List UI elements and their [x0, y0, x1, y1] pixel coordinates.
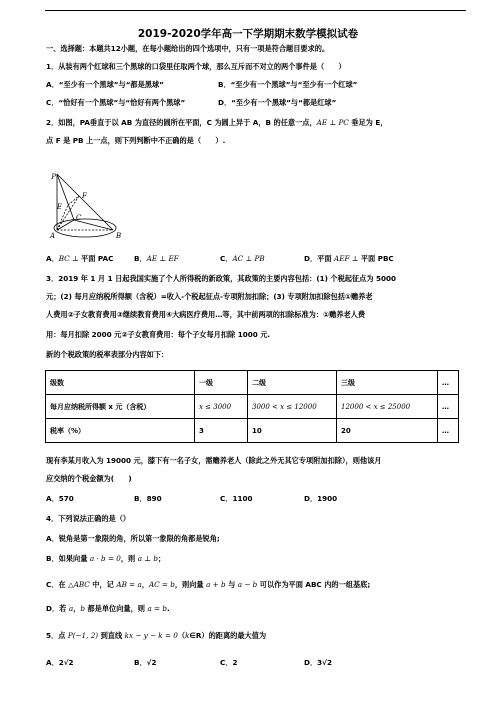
q4-c-tail: 可以作为平面 ABC 内的一组基底; [257, 580, 371, 589]
segment-ac [57, 220, 74, 230]
label-a: A [49, 232, 55, 240]
q3-stem-line3: 人费用②子女教育费用③继续教育费用④大病医疗费用…等，其中前两项的扣除标准为：①赡养老人费 [46, 310, 366, 319]
label-p: P [51, 173, 56, 181]
q3-option-b: B．890 [134, 494, 162, 503]
table-header-cell: 级数 [46, 371, 195, 395]
q2-option-d-tail: 平面 PBC [360, 254, 394, 263]
segment-af [57, 196, 79, 230]
table-cell: 3 [195, 419, 248, 443]
q2-geometry-figure [46, 150, 136, 242]
q5-math3: k [185, 631, 190, 640]
top-rule [45, 10, 466, 11]
q4-b-text: B．如果向量 [46, 554, 90, 563]
q4-b-tail: ； [157, 554, 166, 563]
q2-option-a-label: A． [46, 254, 59, 263]
table-row [46, 419, 459, 443]
page-title: 2019-2020学年高一下学期期末数学模拟试卷 [137, 28, 359, 40]
table-header-cell: 三级 [337, 371, 438, 395]
q3-stem-line6: 现有李某月收入为 19000 元，膝下有一名子女，需赡养老人（除此之外无其它专项附加扣除），则他该月 [46, 456, 382, 465]
q5-option-a: A．2√2 [46, 658, 74, 667]
q3-stem-line1: 3．2019 年 1 月 1 日起我国实施了个人所得税的新政策，其政策的主要内容包括：(1) 个税起征点为 5000 [46, 274, 397, 283]
q2-option-a-math: BC ⊥ [58, 254, 82, 263]
q5-math2: kx − y − k = 0 [124, 631, 178, 640]
q1-option-a: A．“至少有一个黑球”与“都是黑球” [46, 80, 164, 89]
q3-stem-line4: 用：每月扣除 2000 元②子女教育费用：每个子女每月扣除 1000 元. [46, 330, 271, 339]
table-cell: 10 [248, 419, 337, 443]
q4-option-a: A．锐角是第一象限的角，所以第一象限的角都是锐角; [46, 534, 220, 543]
tax-rate-table [45, 370, 459, 443]
q2-option-d-math: AEF ⊥ [334, 254, 361, 263]
q1-stem: 1．从装有两个红球和三个黑球的口袋里任取两个球，那么互斥而不对立的两个事件是（ ） [46, 62, 346, 71]
q2-option-c-label: C． [220, 254, 233, 263]
q5-stem [46, 631, 266, 641]
segment-ef [68, 196, 79, 205]
q2-stem-math: AE ⊥ PC [316, 118, 349, 127]
q2-option-b-math: AE ⊥ EF [146, 254, 179, 263]
q4-b-math: a · b = 0 [89, 554, 121, 563]
q2-option-b [134, 254, 179, 264]
q4-c-math3: AC = b [148, 580, 175, 589]
table-cell: 税率（%） [46, 419, 195, 443]
section-heading: 一、选择题：本题共12小题，在每小题给出的四个选项中，只有一项是符合题目要求的。 [46, 44, 330, 53]
q4-c-math5: a − b [237, 580, 258, 589]
q2-option-d-label: D． [304, 254, 318, 263]
q5-text2: 到直线 [98, 631, 125, 640]
q2-option-d [304, 254, 394, 264]
q2-stem-line1 [46, 118, 387, 128]
q2-stem-text: 2．如图，PA垂直于以 AB 为直径的圆所在平面，C 为圆上异于 A，B 的任意一点， [46, 118, 317, 127]
q1-option-c: C．“恰好有一个黑球”与“恰好有两个黑球” [46, 98, 186, 107]
q4-b-math2: a ⊥ b [137, 554, 158, 563]
table-header-cell: … [438, 371, 459, 395]
q2-option-c-math: AC ⊥ PB [232, 254, 265, 263]
q3-option-c: C．1100 [220, 494, 253, 503]
q4-d-math2: b [80, 604, 85, 613]
table-cell: … [438, 395, 459, 419]
q4-option-b [46, 554, 165, 564]
q3-option-a: A．570 [46, 494, 74, 503]
q3-option-d: D．1900 [304, 494, 338, 503]
table-header-cell: 二级 [248, 371, 337, 395]
q2-stem-line2: 点 F 是 PB 上一点，则下列判断中不正确的是（ ）. [46, 136, 226, 145]
q2-option-c [220, 254, 265, 264]
q5-text3: （ [177, 631, 186, 640]
table-cell: 20 [337, 419, 438, 443]
q4-d-text2: ， [73, 604, 81, 613]
q4-c-math4: a + b [206, 580, 226, 589]
q5-math: P(−1, 2) [67, 631, 99, 640]
q3-stem-line7: 应交纳的个税金额为( ) [46, 474, 132, 483]
q4-option-d [46, 604, 170, 614]
q4-d-tail: . [166, 604, 170, 613]
q2-option-d-text: 平面 [317, 254, 335, 263]
q4-d-math: a [68, 604, 74, 613]
q5-option-d: D．3√2 [304, 658, 332, 667]
q2-stem-tail: 垂足为 E， [348, 118, 388, 127]
q2-option-a-text: 平面 PAC [81, 254, 114, 263]
q4-c-text5: 与 [225, 580, 238, 589]
table-cell: 每月应纳税所得额 x 元（含税） [46, 395, 195, 419]
q4-c-text4: ，则向量 [174, 580, 207, 589]
q4-c-text2: 中，记 [89, 580, 117, 589]
table-row [46, 371, 459, 395]
q5-text: 5．点 [46, 631, 68, 640]
q4-c-math2: AB = a [116, 580, 142, 589]
table-cell: 12000 < x ≤ 25000 [337, 395, 438, 419]
q4-c-text: C．在 △ [46, 580, 74, 589]
q3-stem-line5: 新的个税政策的税率表部分内容如下： [46, 350, 169, 359]
label-f: F [82, 192, 87, 200]
q4-d-text: D．若 [46, 604, 69, 613]
q1-option-d: D．“至少有一个黑球”与“都是红球” [218, 98, 337, 107]
q5-option-b: B．√2 [134, 658, 157, 667]
q3-stem-line2: 元；(2) 每月应纳税所得额（含税）=收入-个税起征点-专项附加扣除；(3) 专项附加扣除包括①赡养老 [46, 292, 373, 301]
q5-option-c: C．2 [220, 658, 238, 667]
table-cell: x ≤ 3000 [195, 395, 248, 419]
q4-stem: 4．下列说法正确的是（） [46, 514, 131, 523]
table-cell: 3000 < x ≤ 12000 [248, 395, 337, 419]
segment-pc [57, 174, 74, 220]
q2-option-a [46, 254, 113, 264]
q4-c-math: ABC [73, 580, 90, 589]
label-c: C [76, 214, 82, 222]
table-cell: … [438, 419, 459, 443]
q1-option-b: B．“至少有一个黑球”与“至少有一个红球” [218, 80, 358, 89]
table-header-cell: 一级 [195, 371, 248, 395]
q5-tail: ∈R）的距离的最大值为 [189, 631, 267, 640]
q4-d-text3: 都是单位向量，则 [84, 604, 148, 613]
table-row [46, 395, 459, 419]
q4-d-math3: a = b [147, 604, 167, 613]
q4-option-c [46, 580, 370, 590]
q4-b-text2: ，则 [120, 554, 138, 563]
q2-option-b-label: B． [134, 254, 147, 263]
segment-pb [57, 174, 113, 230]
label-e: E [56, 203, 62, 211]
q4-c-text3: ， [141, 580, 149, 589]
label-b: B [116, 232, 122, 240]
